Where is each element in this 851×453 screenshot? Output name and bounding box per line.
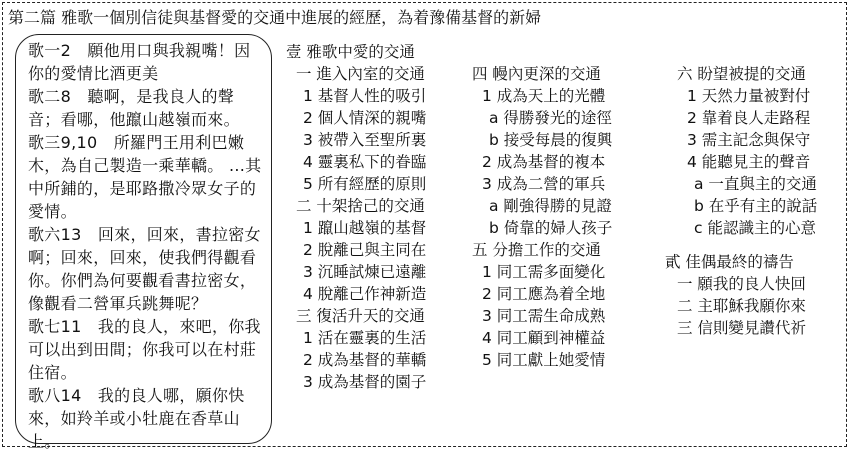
outline-subheading: 三 復活升天的交通 bbox=[296, 307, 425, 325]
outline-column-2 bbox=[472, 63, 612, 371]
outline-item: 4 同工顧到神權益 bbox=[482, 329, 606, 347]
outline-item: 1 躥山越嶺的基督 bbox=[303, 219, 427, 237]
verse-song-3-9-10: 歌三9,10 所羅門王用利巴嫩木，為自己製造一乘華轎。 ...其中所鋪的，是耶路撒冷眾女子的愛情。 bbox=[28, 133, 262, 221]
outline-subheading: 三 信則變見讚代祈 bbox=[677, 319, 806, 337]
verse-box bbox=[15, 34, 272, 451]
outline-section-heading: 貳 佳偶最終的禱告 bbox=[665, 253, 794, 271]
outline-item: 2 個人情深的親嘴 bbox=[303, 109, 427, 127]
outline-item: 5 同工獻上她愛情 bbox=[482, 351, 606, 369]
outline-subitem: a 一直與主的交通 bbox=[694, 175, 817, 193]
outline-subheading: 一 進入內室的交通 bbox=[296, 65, 425, 83]
verse-song-7-11: 歌七11 我的良人，來吧，你我可以出到田間；你我可以在村莊住宿。 bbox=[28, 317, 261, 382]
outline-item: 3 需主記念與保守 bbox=[687, 131, 811, 149]
outline-item: 1 同工需多面變化 bbox=[482, 263, 606, 281]
outline-column-3 bbox=[665, 63, 818, 339]
verse-song-2-8: 歌二8 聽啊，是我良人的聲音；看哪，他躥山越嶺而來。 bbox=[28, 87, 240, 129]
outline-subitem: c 能認識主的心意 bbox=[694, 219, 816, 237]
outline-subheading: 二 主耶穌我願你來 bbox=[677, 297, 806, 315]
outline-column-1 bbox=[286, 41, 426, 393]
outline-item: 4 能聽見主的聲音 bbox=[687, 153, 811, 171]
outline-subitem: b 在乎有主的說話 bbox=[694, 197, 818, 215]
outline-item: 5 所有經歷的原則 bbox=[303, 175, 427, 193]
verse-song-8-14: 歌八14 我的良人哪，願你快來，如羚羊或小牡鹿在香草山上。 bbox=[28, 386, 245, 451]
outline-subheading: 二 十架捨己的交通 bbox=[296, 197, 425, 215]
outline-item: 2 成為基督的華轎 bbox=[303, 351, 427, 369]
outline-subheading: 四 幔內更深的交通 bbox=[472, 65, 601, 83]
outline-item: 4 靈裏私下的眷臨 bbox=[303, 153, 427, 171]
outline-subitem: a 剛強得勝的見證 bbox=[489, 197, 612, 215]
outline-item: 3 成為二營的軍兵 bbox=[482, 175, 606, 193]
outline-subheading: 六 盼望被提的交通 bbox=[677, 65, 806, 83]
outline-subheading: 五 分擔工作的交通 bbox=[472, 241, 601, 259]
verse-song-1-2: 歌一2 願他用口與我親嘴！因你的愛情比酒更美 bbox=[28, 41, 251, 83]
outline-subheading: 一 願我的良人快回 bbox=[677, 275, 806, 293]
outline-item: 2 靠着良人走路程 bbox=[687, 109, 811, 127]
outline-item: 1 成為天上的光體 bbox=[482, 87, 606, 105]
outline-item: 3 同工需生命成熟 bbox=[482, 307, 606, 325]
verse-song-6-13: 歌六13 回來，回來，書拉密女啊；回來，回來，使我們得觀看你。你們為何要觀看書拉密女，像觀看二營軍兵跳舞呢？ bbox=[28, 225, 261, 313]
outline-item: 1 基督人性的吸引 bbox=[303, 87, 427, 105]
outline-subitem: b 接受每晨的復興 bbox=[489, 131, 613, 149]
outline-subitem: a 得勝發光的途徑 bbox=[489, 109, 612, 127]
outline-item: 2 脫離己與主同在 bbox=[303, 241, 427, 259]
outline-section-heading: 壹 雅歌中愛的交通 bbox=[286, 43, 415, 61]
outline-item: 4 脫離己作神新造 bbox=[303, 285, 427, 303]
outline-item: 3 成為基督的園子 bbox=[303, 373, 427, 391]
outline-subitem: b 倚靠的婦人孩子 bbox=[489, 219, 613, 237]
outline-item: 3 沉睡試煉已遠離 bbox=[303, 263, 427, 281]
page-title: 第二篇 雅歌一個別信徒與基督愛的交通中進展的經歷，為着豫備基督的新婦 bbox=[8, 8, 542, 27]
outline-item: 1 活在靈裏的生活 bbox=[303, 329, 427, 347]
outline-item: 2 成為基督的複本 bbox=[482, 153, 606, 171]
outline-item: 3 被帶入至聖所裏 bbox=[303, 131, 427, 149]
outline-item: 2 同工應為着全地 bbox=[482, 285, 606, 303]
outline-item: 1 天然力量被對付 bbox=[687, 87, 811, 105]
spacer bbox=[677, 239, 817, 251]
